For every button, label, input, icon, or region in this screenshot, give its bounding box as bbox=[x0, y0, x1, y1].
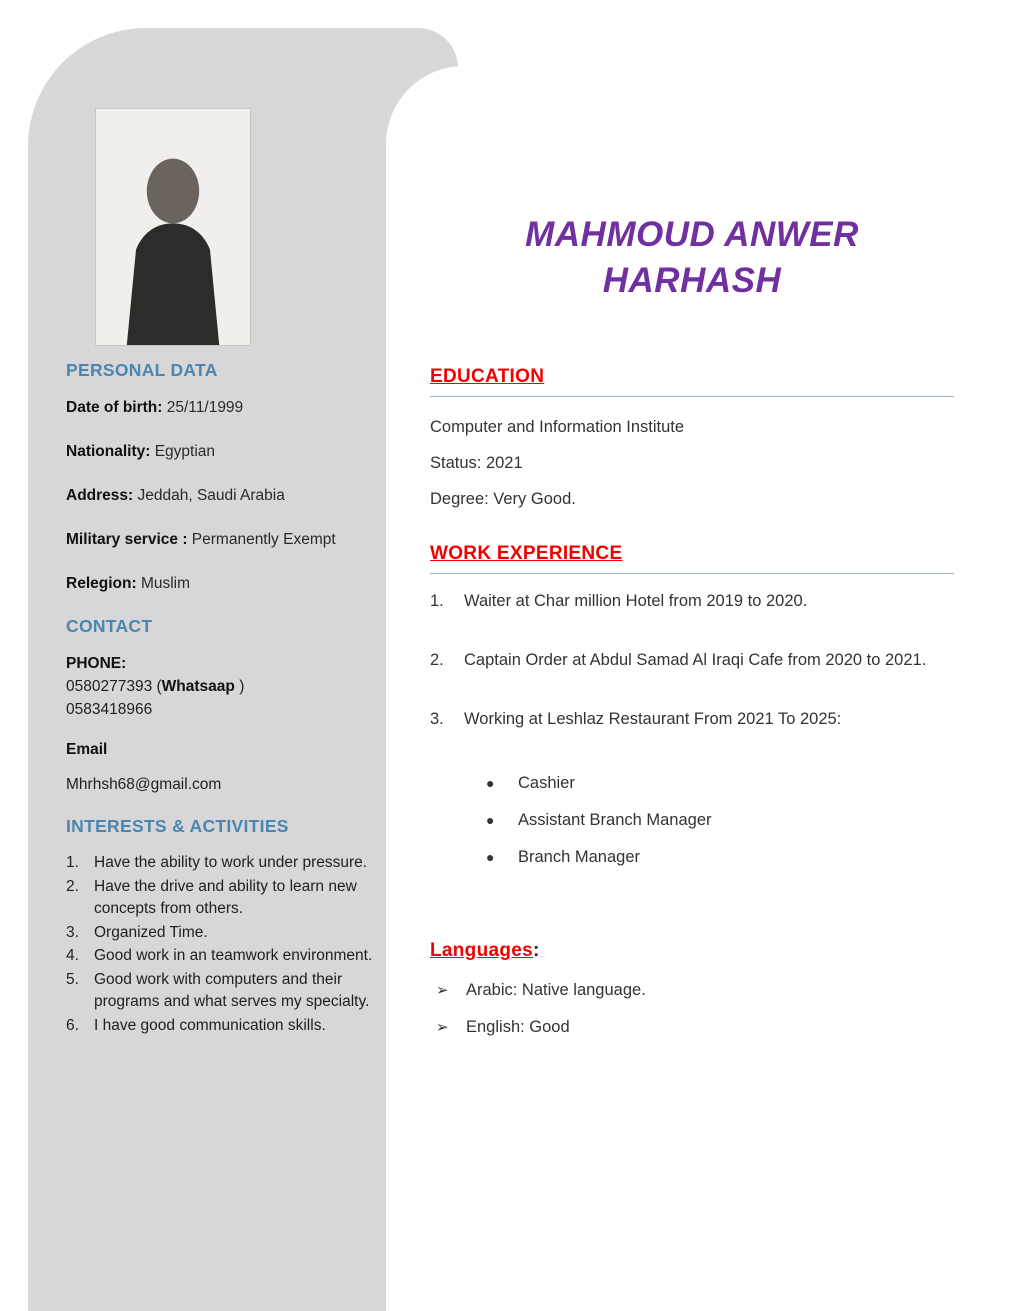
profile-photo bbox=[95, 108, 251, 346]
list-text: Working at Leshlaz Restaurant From 2021 To 2025: bbox=[464, 710, 842, 728]
field-date-of-birth bbox=[66, 396, 374, 419]
bullet-icon: ● bbox=[486, 775, 495, 791]
education-section-header bbox=[430, 366, 954, 397]
list-text: English: Good bbox=[466, 1018, 570, 1036]
bullet-icon: ● bbox=[486, 812, 495, 828]
list-text: Assistant Branch Manager bbox=[518, 811, 712, 829]
phone-number-1 bbox=[66, 675, 374, 698]
list-number: 4. bbox=[66, 947, 79, 964]
field-military-service bbox=[66, 528, 374, 551]
languages-heading: Languages bbox=[430, 940, 533, 961]
email-value: Mhrhsh68@gmail.com bbox=[66, 776, 222, 793]
work-sub-item bbox=[430, 765, 954, 802]
field-label: Nationality: bbox=[66, 443, 151, 460]
list-number: 3. bbox=[430, 710, 444, 728]
list-item bbox=[66, 945, 374, 968]
list-text: I have good communication skills. bbox=[94, 1016, 326, 1034]
work-item bbox=[430, 706, 954, 738]
main-content bbox=[430, 0, 954, 1046]
email-label: Email bbox=[66, 741, 108, 758]
list-text: Have the drive and ability to learn new concepts from others. bbox=[94, 877, 357, 917]
whatsapp-label: Whatsaap bbox=[161, 678, 235, 695]
field-address bbox=[66, 484, 374, 507]
arrow-bullet-icon: ➢ bbox=[436, 982, 449, 999]
work-sub-item bbox=[430, 802, 954, 839]
languages-section-header bbox=[430, 940, 954, 962]
name-line-1: MAHMOUD ANWER bbox=[525, 215, 859, 254]
phone-number-text: ) bbox=[234, 678, 245, 695]
list-text: Arabic: Native language. bbox=[466, 981, 646, 999]
language-item bbox=[430, 972, 954, 1009]
list-number: 3. bbox=[66, 923, 79, 941]
list-text: Good work with computers and their programs and what serves my specialty. bbox=[94, 970, 370, 1010]
list-text: Have the ability to work under pressure. bbox=[94, 854, 368, 871]
list-item bbox=[66, 852, 374, 875]
field-value: Muslim bbox=[140, 575, 191, 592]
list-text: Branch Manager bbox=[518, 848, 640, 866]
field-value: Jeddah, Saudi Arabia bbox=[137, 487, 285, 504]
field-value: 25/11/1999 bbox=[166, 399, 244, 416]
phone-number-text: 0580277393 ( bbox=[66, 678, 162, 695]
work-item bbox=[430, 588, 954, 620]
interests-heading: INTERESTS & ACTIVITIES bbox=[66, 816, 289, 836]
list-number: 1. bbox=[66, 854, 79, 871]
field-value: Egyptian bbox=[154, 443, 216, 460]
list-text: Waiter at Char million Hotel from 2019 to 2020. bbox=[464, 592, 808, 610]
languages-colon: : bbox=[533, 940, 540, 961]
list-item bbox=[66, 969, 374, 1014]
education-line: Status: 2021 bbox=[430, 454, 523, 472]
contact-heading: CONTACT bbox=[66, 616, 153, 636]
phone-number-2: 0583418966 bbox=[66, 701, 153, 718]
list-text: Good work in an teamwork environment. bbox=[94, 947, 373, 964]
work-list bbox=[430, 588, 954, 876]
phone-block bbox=[66, 652, 374, 721]
sidebar bbox=[66, 360, 374, 1038]
work-section-header bbox=[430, 543, 954, 574]
field-label: Military service : bbox=[66, 531, 188, 548]
list-text: Organized Time. bbox=[94, 923, 208, 941]
education-line: Computer and Information Institute bbox=[430, 418, 685, 436]
field-label: Address: bbox=[66, 487, 134, 504]
bullet-icon: ● bbox=[486, 849, 495, 865]
list-text: Captain Order at Abdul Samad Al Iraqi Cafe from 2020 to 2021. bbox=[464, 651, 927, 669]
list-number: 2. bbox=[430, 651, 444, 669]
field-value: Permanently Exempt bbox=[191, 531, 336, 548]
resume-name bbox=[430, 212, 954, 304]
field-label: Relegion: bbox=[66, 575, 137, 592]
list-number: 6. bbox=[66, 1016, 79, 1034]
work-experience-heading: WORK EXPERIENCE bbox=[430, 543, 623, 564]
list-item bbox=[66, 876, 374, 921]
field-religion bbox=[66, 572, 374, 595]
personal-data-heading: PERSONAL DATA bbox=[66, 360, 218, 380]
field-label: Date of birth: bbox=[66, 399, 163, 416]
work-item bbox=[430, 647, 954, 679]
list-item bbox=[66, 1015, 374, 1038]
list-text: Cashier bbox=[518, 774, 575, 792]
arrow-bullet-icon: ➢ bbox=[436, 1019, 449, 1036]
list-number: 1. bbox=[430, 592, 444, 610]
name-line-2: HARHASH bbox=[602, 261, 782, 300]
field-nationality bbox=[66, 440, 374, 463]
person-silhouette-icon bbox=[96, 109, 250, 345]
list-item bbox=[66, 922, 374, 945]
education-line: Degree: Very Good. bbox=[430, 490, 576, 508]
list-number: 2. bbox=[66, 877, 79, 895]
list-number: 5. bbox=[66, 970, 79, 988]
language-item bbox=[430, 1009, 954, 1046]
phone-label: PHONE: bbox=[66, 655, 127, 672]
education-heading: EDUCATION bbox=[430, 366, 545, 387]
work-sub-item bbox=[430, 839, 954, 876]
